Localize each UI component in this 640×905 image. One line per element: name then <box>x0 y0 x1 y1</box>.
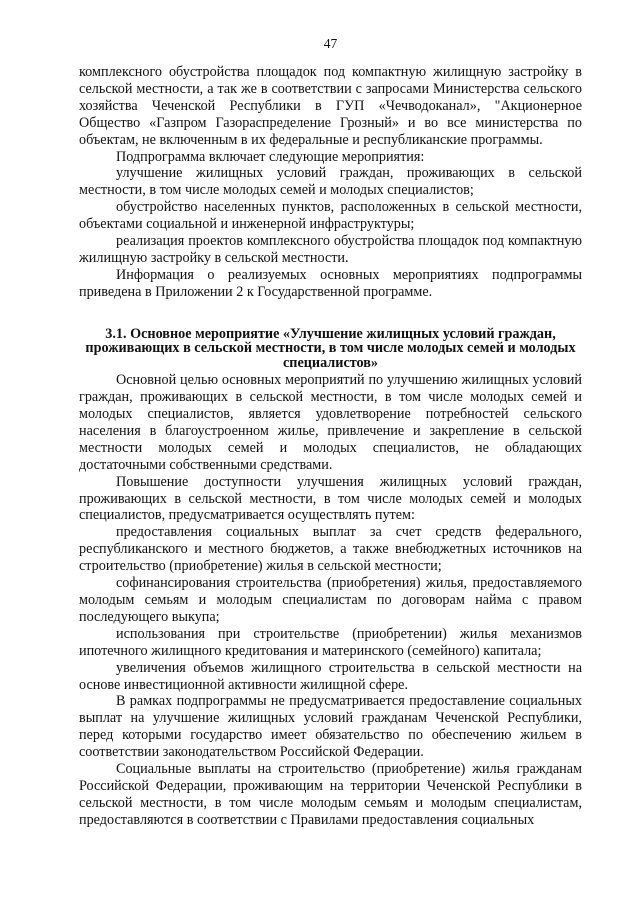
list-item: реализация проектов комплексного обустройства площадок под компактную жилищную застройку в сельской местности. <box>79 233 582 266</box>
list-item: обустройство населенных пунктов, расположенных в сельской местности, объектами социальной и инженерной инфраструктуры; <box>79 199 582 233</box>
paragraph: В рамках подпрограммы не предусматривается предоставление социальных выплат на улучшение жилищных условий гражданам Чеченской Республики, перед которыми государство имеет обязательство по обеспечению жильем в соответствии законодательством Российской Федерации. <box>79 693 582 761</box>
paragraph: Основной целью основных мероприятий по улучшению жилищных условий граждан, проживающих в сельской местности, в том числе молодых семей и молодых специалистов, является удовлетворение потребностей сельского населения в благоустроенном жилье, привлечение и закрепление в сельской местности молодых семей и молодых специалистов, не обладающих достаточными собственными средствами. <box>79 372 582 473</box>
list-item: использования при строительстве (приобретении) жилья механизмов ипотечного жилищного кредитования и материнского (семейного) капитала; <box>79 625 582 659</box>
list-item: улучшение жилищных условий граждан, проживающих в сельской местности, в том числе молодых семей и молодых специалистов; <box>79 165 582 199</box>
list-item: предоставления социальных выплат за счет средств федерального, республиканского и местного бюджетов, а также внебюджетных источников на строительство (приобретение) жилья в сельской местности; <box>79 524 582 575</box>
paragraph: Подпрограмма включает следующие мероприятия: <box>116 148 425 165</box>
paragraph: Социальные выплаты на строительство (приобретение) жилья гражданам Российской Федерации, проживающим на территории Чеченской Республики в сельской местности, в том числе молодым семьям и молодым специалистам, предоставляются в соответствии с Правилами предоставления социальных <box>79 761 582 828</box>
paragraph: Повышение доступности улучшения жилищных условий граждан, проживающих в сельской местности, в том числе молодых семей и молодых специалистов, предусматривается осуществлять путем: <box>79 473 582 524</box>
document-body <box>79 64 582 829</box>
list-item: софинансирования строительства (приобретения) жилья, предоставляемого молодым семьям и молодым специалистам по договорам найма с правом последующего выкупа; <box>79 575 582 625</box>
paragraph-continuation: комплексного обустройства площадок под компактную жилищную застройку в сельской местности, а так же в соответствии с запросами Министерства сельского хозяйства Чеченской Республики в ГУП «Чечводоканал», "Акционерное Общество «Газпром Газораспределение Грозный» и во все министерства по объектам, не включенным в их федеральные и республиканские программы. <box>79 64 582 148</box>
list-item: увеличения объемов жилищного строительства в сельской местности на основе инвестиционной активности жилищной сфере. <box>79 659 582 693</box>
section-heading: 3.1. Основное мероприятие «Улучшение жилищных условий граждан, проживающих в сельской местности, в том числе молодых семей и молодых специалистов» <box>85 325 576 371</box>
paragraph: Информация о реализуемых основных мероприятиях подпрограммы приведена в Приложении 2 к Государственной программе. <box>79 266 582 300</box>
section-body <box>79 372 582 828</box>
page-number: 47 <box>323 36 338 51</box>
